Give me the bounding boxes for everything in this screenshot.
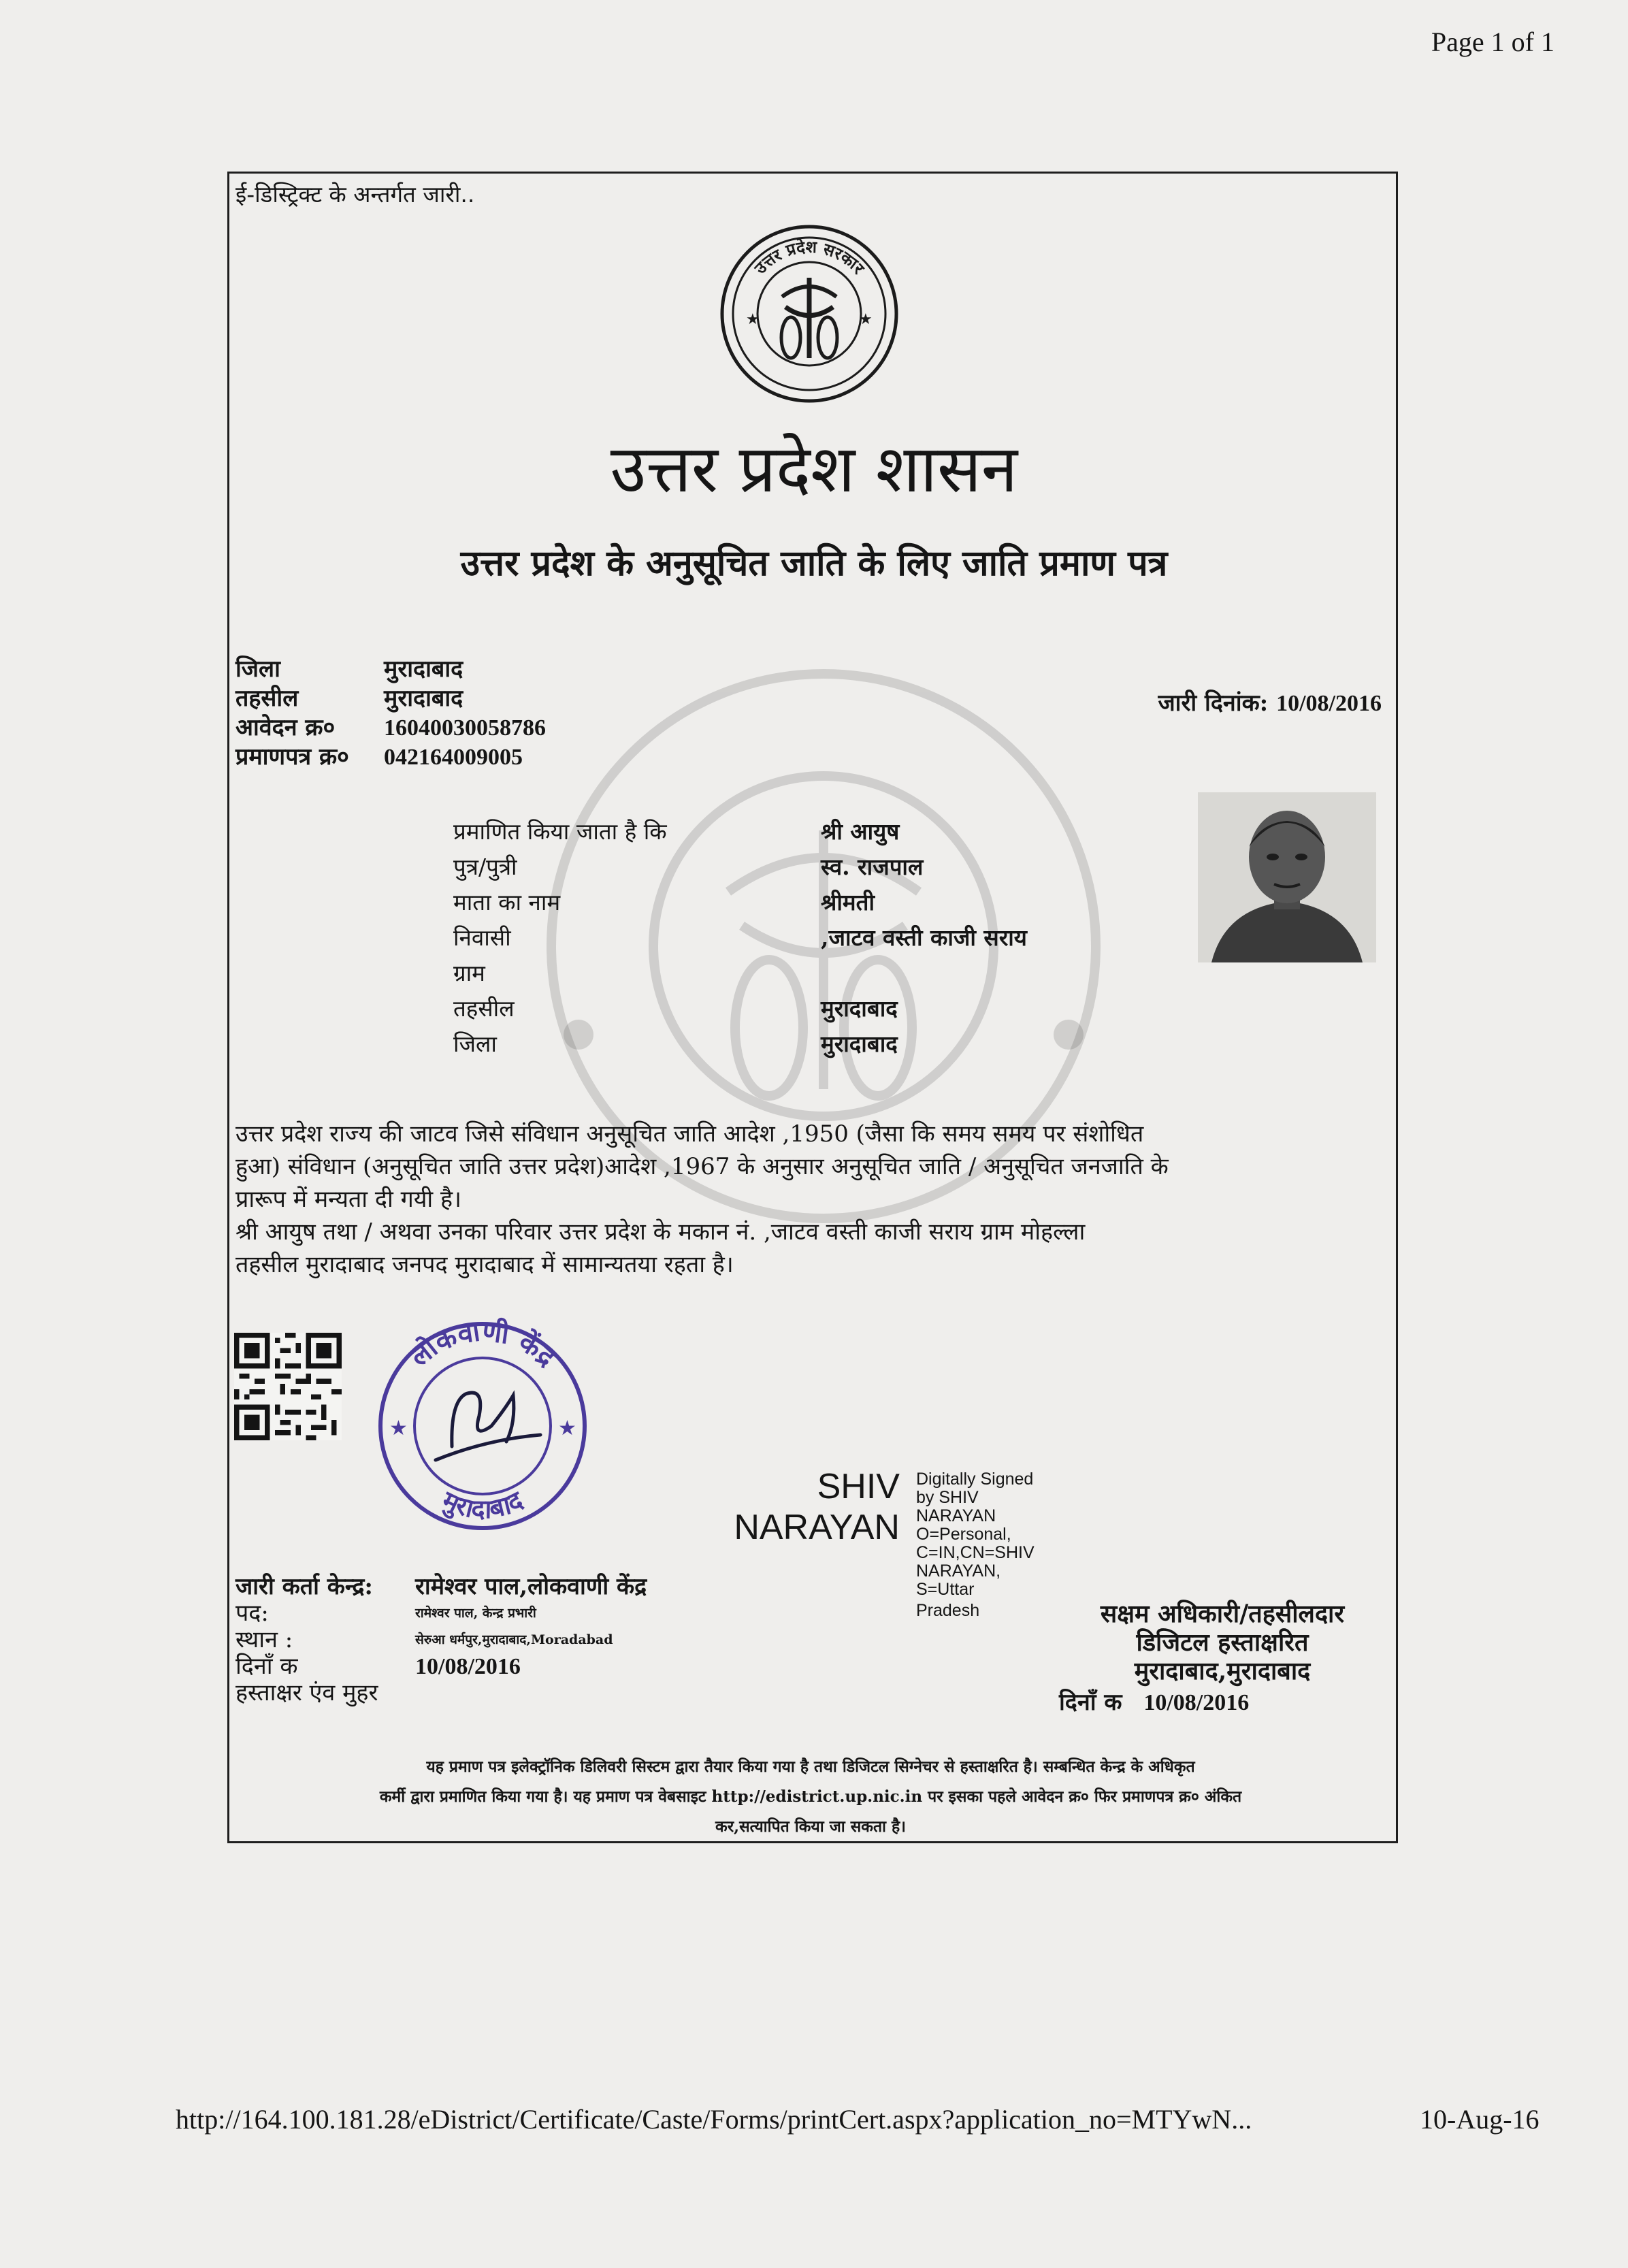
note-line: कर्मी द्वारा प्रमाणित किया गया है। यह प्रमाण पत्र वेबसाइट http://edistrict.up.nic.in पर इसका पहले आवेदन क्र० फिर प्रमाणपत्र क्र० अंकित	[379, 1787, 1242, 1806]
person-district-label: जिला	[453, 1031, 497, 1057]
signature-detail-line: C=IN,CN=SHIV	[916, 1543, 1035, 1562]
issuer-date-value: 10/08/2016	[415, 1654, 521, 1679]
issuing-center-label: जारी कर्ता केन्द्र:	[235, 1573, 373, 1600]
place-value: सेरुआ धर्मपुर,मुरादाबाद,Moradabad	[415, 1632, 613, 1647]
village-label: ग्राम	[453, 960, 485, 986]
mother-label: माता का नाम	[453, 889, 561, 916]
emblem-text: उत्तर प्रदेश सरकार	[750, 237, 868, 278]
svg-text:★: ★	[389, 1416, 408, 1440]
body-line: प्रारूप में मन्यता दी गयी है।	[235, 1186, 461, 1213]
issuer-details	[235, 1574, 647, 1706]
officer-title: सक्षम अधिकारी/तहसीलदार	[1100, 1600, 1345, 1628]
post-value: रामेश्वर पाल, केन्द्र प्रभारी	[415, 1606, 536, 1621]
certificate-details	[235, 655, 546, 772]
authority-block	[1059, 1600, 1386, 1685]
authority-date-value: 10/08/2016	[1143, 1690, 1250, 1715]
application-number-label: आवेदन क्र०	[235, 714, 336, 741]
issuing-center-value: रामेश्वर पाल,लोकवाणी केंद्र	[415, 1573, 647, 1600]
seal-top-text: लोकवाणी केंद्र	[404, 1315, 562, 1374]
note-line: कर,सत्यापित किया जा सकता है।	[715, 1817, 906, 1836]
government-title: उत्तर प्रदेश शासन	[610, 431, 1018, 507]
body-line: हुआ) संविधान (अनुसूचित जाति उत्तर प्रदेश)आदेश ,1967 के अनुसार अनुसूचित जाति / अनुसूचित जनजाति के	[235, 1153, 1169, 1180]
certificate-number-label: प्रमाणपत्र क्र०	[235, 743, 349, 771]
svg-text:★: ★	[859, 311, 873, 328]
applicant-photo	[1198, 792, 1376, 962]
seal-bottom-text: मुरादाबाद	[438, 1485, 527, 1525]
issue-date-value: 10/08/2016	[1276, 691, 1382, 716]
body-line: तहसील मुरादाबाद जनपद मुरादाबाद में सामान्यतया रहता है।	[235, 1251, 734, 1278]
person-details	[453, 814, 1027, 1062]
issuer-date-label: दिनाँ क	[235, 1653, 298, 1680]
note-line: यह प्रमाण पत्र इलेक्ट्रॉनिक डिलिवरी सिस्टम द्वारा तैयार किया गया है तथा डिजिटल सिग्नेचर से हस्ताक्षरित है। सम्बन्धित केन्द्र के अधिकृत	[426, 1757, 1195, 1776]
qr-code	[234, 1333, 342, 1440]
svg-text:★: ★	[746, 311, 760, 328]
district-value: मुरादाबाद	[384, 655, 463, 683]
digital-signer-name	[708, 1466, 900, 1548]
svg-text:★: ★	[558, 1416, 576, 1440]
body-line: श्री आयुष तथा / अथवा उनका परिवार उत्तर प्रदेश के मकान नं. ,जाटव वस्ती काजी सराय ग्राम मोहल्ला	[235, 1218, 1086, 1246]
district-label: जिला	[235, 655, 280, 683]
tehsil-label: तहसील	[235, 685, 299, 712]
header-note: ई-डिस्ट्रिक्ट के अन्तर्गत जारी..	[235, 181, 475, 208]
signature-detail-line: by SHIV	[916, 1488, 979, 1507]
issue-date	[1158, 686, 1382, 717]
person-name: श्री आयुष	[821, 818, 900, 845]
person-tehsil-label: तहसील	[453, 995, 515, 1022]
handwritten-signature	[436, 1393, 540, 1460]
signature-detail-line: NARAYAN,	[916, 1561, 1001, 1581]
resident-label: निवासी	[453, 924, 511, 951]
print-date: 10-Aug-16	[1420, 2104, 1540, 2135]
svg-text:मुरादाबाद	[436, 1485, 528, 1524]
verification-note	[235, 1752, 1386, 1842]
signature-detail-line: S=Uttar	[916, 1580, 975, 1599]
print-url: http://164.100.181.28/eDistrict/Certificate/Caste/Forms/printCert.aspx?application_no=MTYwN...	[176, 2104, 1252, 2135]
digitally-signed-label: डिजिटल हस्ताक्षरित	[1136, 1628, 1309, 1657]
parent-name: स्व. राजपाल	[821, 854, 924, 880]
digital-signature-details	[916, 1470, 1035, 1620]
sign-and-seal-label: हस्ताक्षर एंव मुहर	[235, 1679, 378, 1706]
person-district-value: मुरादाबाद	[821, 1031, 898, 1057]
issue-date-label: जारी दिनांक:	[1158, 690, 1269, 717]
certificate-heading: उत्तर प्रदेश के अनुसूचित जाति के लिए जाति प्रमाण पत्र	[460, 542, 1168, 584]
mother-name: श्रीमती	[821, 889, 875, 916]
signer-name-line: SHIV	[817, 1467, 900, 1506]
place-label: स्थान :	[235, 1626, 293, 1653]
state-emblem	[717, 222, 901, 406]
signature-detail-line: O=Personal,	[916, 1525, 1011, 1544]
signer-name-line: NARAYAN	[734, 1508, 900, 1547]
resident-value: ,जाटव वस्ती काजी सराय	[821, 924, 1027, 951]
application-number-value: 16040030058786	[384, 715, 546, 741]
certificate-number-value: 042164009005	[384, 745, 523, 770]
page-counter: Page 1 of 1	[1431, 27, 1554, 57]
svg-text:उत्तर प्रदेश सरकार	[750, 238, 868, 278]
person-tehsil-value: मुरादाबाद	[821, 995, 898, 1022]
certified-label: प्रमाणित किया जाता है कि	[453, 818, 667, 845]
body-line: उत्तर प्रदेश राज्य की जाटव जिसे संविधान अनुसूचित जाति आदेश ,1950 (जैसा कि समय समय पर संशोधित	[235, 1120, 1144, 1148]
signature-detail-line: Pradesh	[916, 1601, 980, 1620]
parent-label: पुत्र/पुत्री	[453, 854, 517, 880]
post-label: पद:	[235, 1600, 269, 1627]
officer-location: मुरादाबाद,मुरादाबाद	[1134, 1657, 1311, 1685]
authority-date-label: दिनाँ क	[1059, 1689, 1122, 1716]
signature-detail-line: Digitally Signed	[916, 1470, 1034, 1489]
signature-detail-line: NARAYAN	[916, 1506, 996, 1525]
certificate-body	[235, 1118, 1382, 1281]
authority-date	[1059, 1685, 1249, 1717]
tehsil-value: मुरादाबाद	[384, 685, 463, 712]
center-seal	[370, 1314, 595, 1538]
